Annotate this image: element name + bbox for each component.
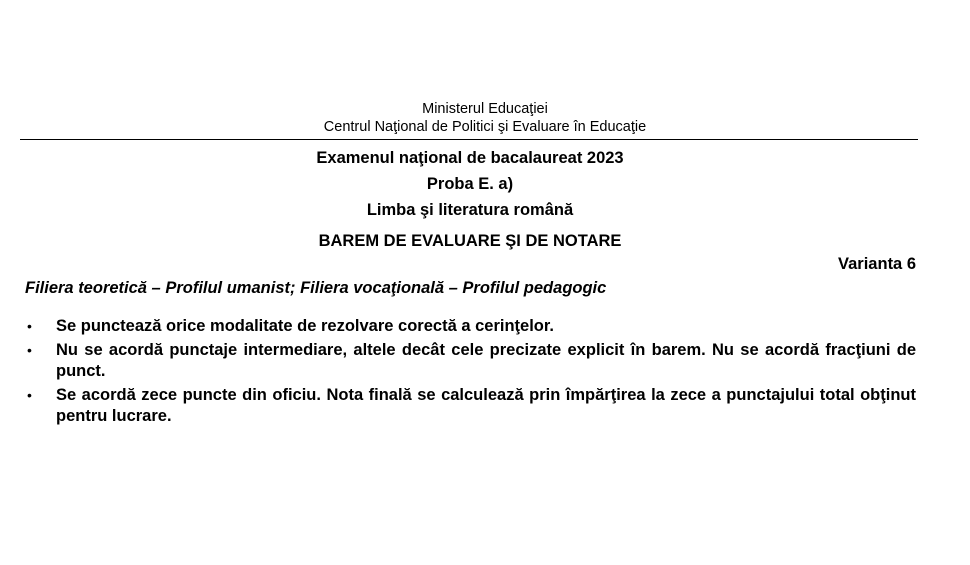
rules-list bbox=[25, 316, 916, 430]
rule-text: Nu se acordă punctaje intermediare, altele decât cele precizate explicit în barem. Nu se acordă fracţiuni de punct. bbox=[56, 341, 916, 380]
list-item bbox=[25, 340, 916, 382]
variant-label: Varianta 6 bbox=[838, 255, 916, 273]
test-title: Proba E. a) bbox=[426, 175, 514, 193]
rule-text: Se acordă zece puncte din oficiu. Nota finală se calculează prin împărţirea la zece a punctajului total obţinut pentru lucrare. bbox=[56, 386, 916, 425]
center-name: Centrul Naţional de Politici şi Evaluare în Educaţie bbox=[323, 119, 647, 135]
barem-title: BAREM DE EVALUARE ŞI DE NOTARE bbox=[318, 232, 622, 250]
subject-title: Limba şi literatura română bbox=[366, 201, 574, 219]
bullet-icon: • bbox=[27, 342, 32, 358]
bullet-icon: • bbox=[27, 318, 32, 334]
list-item bbox=[25, 316, 916, 337]
list-item bbox=[25, 385, 916, 427]
bullet-icon: • bbox=[27, 387, 32, 403]
filiera-line: Filiera teoretică – Profilul umanist; Filiera vocaţională – Profilul pedagogic bbox=[25, 279, 607, 297]
header-divider bbox=[20, 139, 918, 140]
exam-title: Examenul naţional de bacalaureat 2023 bbox=[316, 149, 624, 167]
rule-text: Se punctează orice modalitate de rezolvare corectă a cerinţelor. bbox=[56, 317, 554, 335]
ministry-name: Ministerul Educaţiei bbox=[422, 101, 548, 117]
